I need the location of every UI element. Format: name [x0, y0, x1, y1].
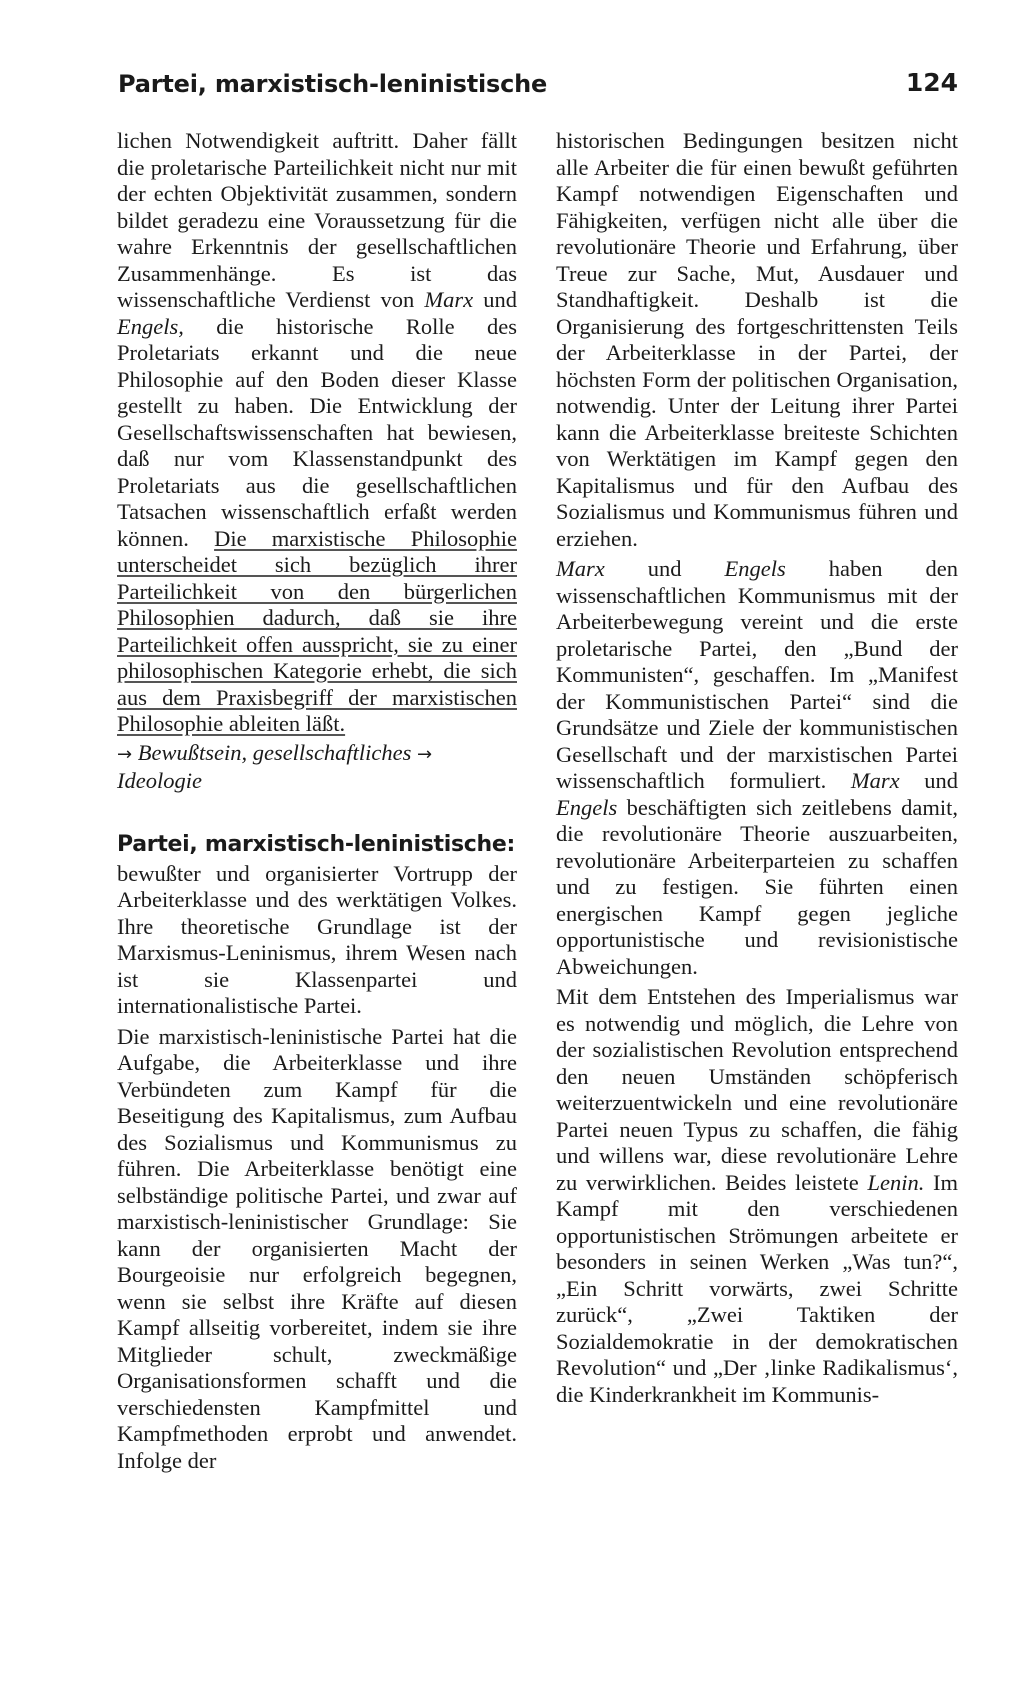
- paragraph-parteilichkeit-end: [117, 128, 517, 738]
- text-run: Im Kampf mit den verschiedenen opportunistischen Strömungen arbeitete er besonders in seinen Werken „Was tun?“, „Ein Schritt vorwärts, zwei Schritte zurück“, „Zwei Taktiken der Sozialdemokratie in der demokratischen Revolution“ und „Der ‚linke Radikalismus‘, die Kinderkrankheit im Kommunis-: [556, 1169, 958, 1407]
- right-column: [556, 128, 958, 1408]
- entry-title: Partei, marxistisch-leninistische:: [117, 831, 515, 857]
- left-column: [117, 128, 517, 1474]
- cross-reference: [117, 740, 517, 795]
- paragraph-marx-engels: [556, 556, 958, 980]
- text-run: und: [899, 768, 959, 793]
- text-run: lichen Notwendigkeit auftritt. Daher fällt die proletarische Parteilichkeit nicht nur mit der echten Objektivität zusammen, sondern bildet geradezu eine Voraussetzung für die wahre Erkenntnis der gesellschaftlichen Zusammenhänge. Es ist das wissenschaftliche Verdienst von: [117, 128, 517, 312]
- running-title: Partei, marxistisch-leninistische: [118, 70, 548, 98]
- text-run: haben den wissenschaftlichen Kommunismus mit der Arbeiterbewegung vereint und die erste proletarische Partei, den „Bund der Kommunisten“, geschaffen. Im „Manifest der Kommunistischen Partei“ sind die Grundsätze und Ziele der kommunistischen Gesellschaft und der marxistischen Partei wissenschaftlich formuliert.: [556, 556, 958, 793]
- xref-link-bewusstsein[interactable]: Bewußtsein, gesellschaftliches: [137, 739, 412, 765]
- paragraph-definition: bewußter und organisierter Vortrupp der Arbeiterklasse und des werktätigen Volkes. Ihre theoretische Grundlage ist der Marxismus-Leninismus, ihrem Wesen nach ist sie Klassenpartei und internationalistische Partei.: [117, 860, 517, 1018]
- page-number: 124: [905, 68, 958, 97]
- name-engels: Engels: [556, 794, 618, 820]
- arrow-right-icon: →: [417, 743, 433, 765]
- underlined-passage: Die marxistische Philosophie unterscheidet sich bezüglich ihrer Parteilichkeit von den bürgerlichen Philosophien dadurch, daß sie ihre Parteilichkeit offen ausspricht, sie zu einer philosophischen Kategorie erhebt, die sich aus dem Praxisbegriff der marxistischen Philosophie ableiten läßt.: [117, 525, 517, 736]
- name-lenin: Lenin.: [867, 1169, 925, 1195]
- name-marx: Marx: [850, 768, 900, 793]
- text-run: die historische Rolle des Proletariats erkannt und die neue Philosophie auf den Boden dieser Klasse gestellt zu haben. Die Entwicklung der Gesellschaftswissenschaften hat bewiesen, daß nur vom Klassenstandpunkt des Proletariats aus die gesellschaftlichen Tatsachen wissenschaftlich erfaßt werden können.: [117, 313, 517, 551]
- paragraph-imperialismus: [556, 984, 958, 1408]
- arrow-right-icon: →: [117, 743, 133, 765]
- text-run: und: [473, 287, 517, 312]
- text-run: Mit dem Entstehen des Imperialismus war es notwendig und möglich, die Lehre von der sozialistischen Revolution entsprechend den neuen Umständen schöpferisch weiterzuentwickeln und eine revolutionäre Partei neuen Typus zu schaffen, die fähig und willens war, diese revolutionäre Lehre zu verwirklichen. Beides leistete: [556, 984, 958, 1195]
- text-run: beschäftigten sich zeitlebens damit, die revolutionäre Theorie auszuarbeiten, revolutionäre Arbeiterparteien zu schaffen und zu festigen. Sie führten einen energischen Kampf gegen jegliche opportunistische und revisionistische Abweichungen.: [556, 794, 958, 979]
- text-run: und: [604, 556, 725, 581]
- paragraph-aufgabe: Die marxistisch-leninistische Partei hat die Aufgabe, die Arbeiterklasse und ihre Verbündeten zum Kampf für die Beseitigung des Kapitalismus, zum Aufbau des Sozialismus und Kommunismus zu führen. Die Arbeiterklasse benötigt eine selbständige politische Partei, und zwar auf marxistisch-leninistischer Grundlage: Sie kann der organisierten Macht der Bourgeoisie nur erfolgreich begegnen, wenn sie selbst ihre Kräfte auf diesen Kampf allseitig vorbereitet, indem sie ihre Mitglieder schult, zweckmäßige Organisationsformen schafft und die verschiedensten Kampfmittel und Kampfmethoden erprobt und anwendet. Infolge der: [117, 1023, 517, 1473]
- name-marx: Marx: [424, 287, 474, 312]
- name-engels: Engels: [724, 556, 786, 581]
- xref-link-ideologie[interactable]: Ideologie: [117, 768, 202, 793]
- name-engels: Engels,: [117, 313, 184, 339]
- paragraph-bedingungen: historischen Bedingungen besitzen nicht alle Arbeiter die für einen bewußt geführten Kampf notwendigen Eigenschaften und Fähigkeiten, verfügen nicht alle über die revolutionäre Theorie und Erfahrung, über Treue zur Sache, Mut, Ausdauer und Standhaftigkeit. Deshalb ist die Organisierung des fortgeschrittensten Teils der Arbeiterklasse in der Partei, der höchsten Form der politischen Organisation, notwendig. Unter der Leitung ihrer Partei kann die Arbeiterklasse breiteste Schichten von Werktätigen im Kampf gegen den Kapitalismus und für den Aufbau des Sozialismus und Kommunismus führen und erziehen.: [556, 128, 958, 551]
- name-marx: Marx: [556, 556, 605, 581]
